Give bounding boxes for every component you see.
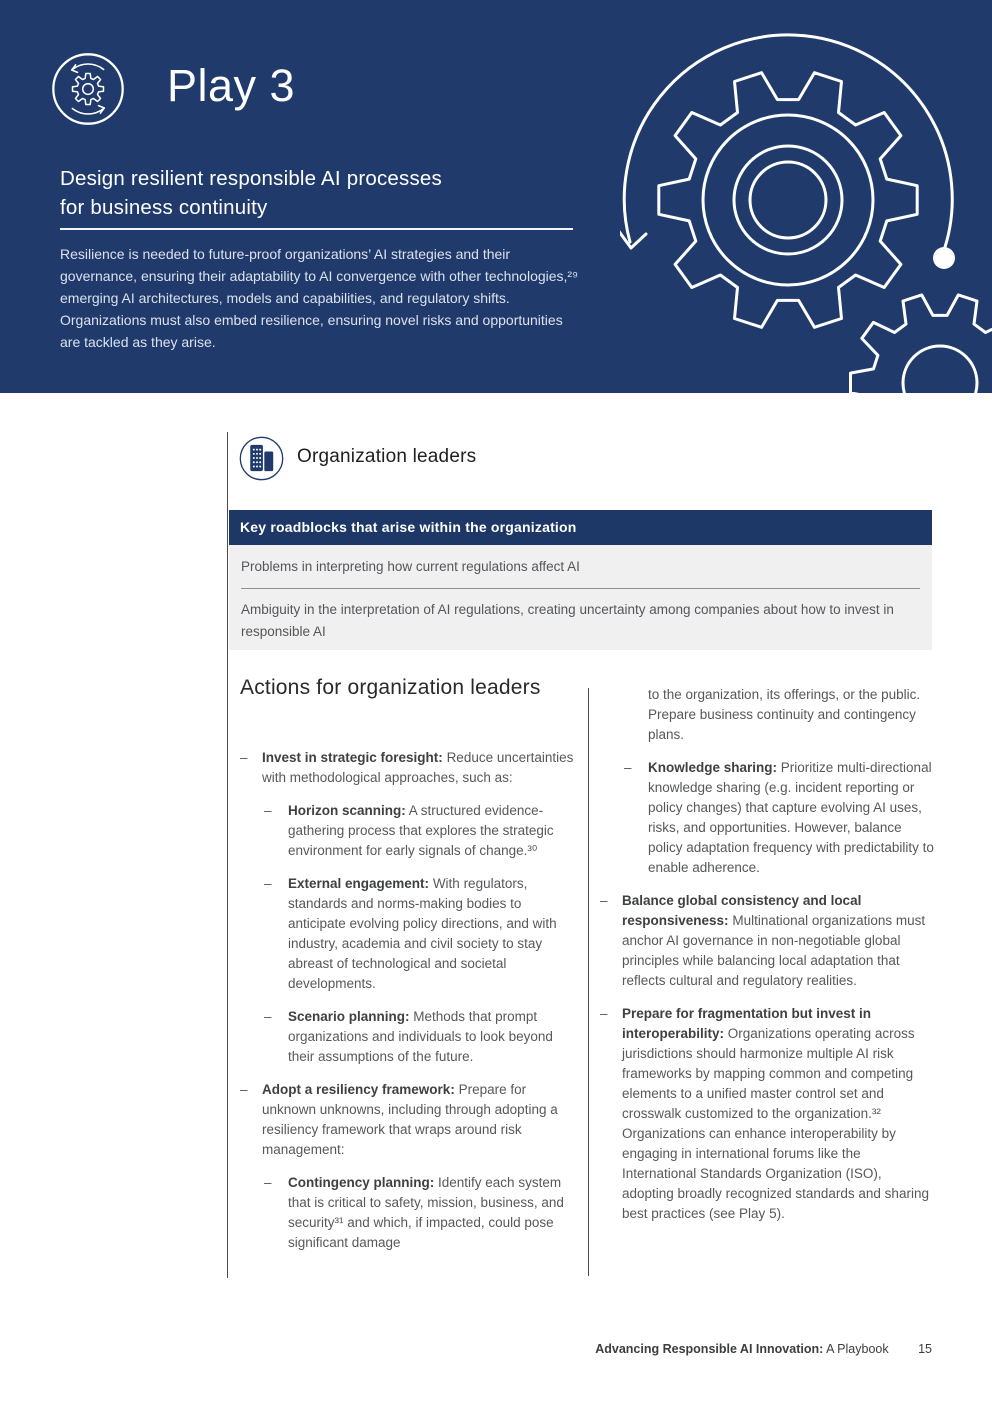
- action-item-text: Prepare for unknown unknowns, including through adopting a resiliency framework that wraps around risk management:: [262, 1082, 558, 1157]
- action-item: [240, 1080, 574, 1160]
- organization-icon: [239, 436, 284, 481]
- action-item-label: Balance global consistency and local responsiveness:: [622, 893, 862, 928]
- action-item-label: Invest in strategic foresight:: [262, 750, 443, 765]
- action-item-label: Scenario planning:: [288, 1009, 410, 1024]
- action-item: [264, 1173, 574, 1253]
- play-label: Play 3: [167, 60, 296, 111]
- dash-bullet: [240, 1080, 248, 1100]
- action-item: [264, 801, 574, 861]
- dash-bullet: [240, 748, 248, 768]
- gear-cycle-icon: [50, 51, 126, 127]
- actions-heading: Actions for organization leaders: [240, 676, 541, 699]
- action-item-text: Multinational organizations must anchor AI governance in non-negotiable global principles while balancing local adaptation that reflects cultural and regulatory realities.: [622, 913, 926, 988]
- page-title: [60, 164, 442, 222]
- action-item: [600, 891, 936, 991]
- footer-doc-subtitle: A Playbook: [826, 1342, 889, 1356]
- action-item-label: Horizon scanning:: [288, 803, 406, 818]
- footer-doc-title: Advancing Responsible AI Innovation:: [595, 1342, 824, 1356]
- gears-illustration-icon: [620, 0, 992, 393]
- action-item: [264, 1007, 574, 1067]
- action-item-label: External engagement:: [288, 876, 430, 891]
- action-item-label: Adopt a resiliency framework:: [262, 1082, 455, 1097]
- section-heading: Organization leaders: [297, 446, 477, 467]
- page-footer: [0, 1341, 932, 1357]
- roadblocks-header: Key roadblocks that arise within the organization: [229, 510, 932, 545]
- action-item-text: With regulators, standards and norms-making bodies to anticipate evolving policy directions, and with industry, academia and civil society to stay abreast of technological and societal developments.: [288, 876, 557, 991]
- page-title-line1: Design resilient responsible AI processes: [60, 167, 442, 190]
- roadblocks-panel: [229, 545, 932, 650]
- action-item-text: Identify each system that is critical to safety, mission, business, and security³¹ and which, if impacted, could pose significant damage: [288, 1175, 564, 1250]
- header-banner: [0, 0, 992, 393]
- roadblock-item: Ambiguity in the interpretation of AI regulations, creating uncertainty among companies about how to invest in responsible AI: [241, 602, 894, 639]
- dash-bullet: [264, 1007, 272, 1027]
- column-divider: [588, 688, 589, 1276]
- roadblock-item: Problems in interpreting how current regulations affect AI: [241, 559, 580, 574]
- action-item-label: Knowledge sharing:: [648, 760, 778, 775]
- action-item: [264, 874, 574, 994]
- actions-right-column: [600, 685, 936, 1237]
- dash-bullet: [600, 891, 608, 911]
- dash-bullet: [264, 801, 272, 821]
- dash-bullet: [600, 1004, 608, 1024]
- action-item-text: Prioritize multi-directional knowledge sharing (e.g. incident reporting or policy changes) that capture evolving AI uses, risks, and opportunities. However, balance policy adaptation frequency with predictability to enable adherence.: [648, 760, 934, 875]
- action-item: [600, 1004, 936, 1224]
- action-item-text: Organizations operating across jurisdictions should harmonize multiple AI risk frameworks by mapping common and competing elements to a unified master control set and crosswalk customized to the organization.³² Organizations can enhance interoperability by engaging in international forums like the International Standards Organization (ISO), adopting broadly recognized standards and sharing best practices (see Play 5).: [622, 1026, 929, 1221]
- action-item-label: Contingency planning:: [288, 1175, 435, 1190]
- actions-left-column: [240, 748, 574, 1266]
- intro-paragraph: Resilience is needed to future-proof organizations’ AI strategies and their governance, ensuring their adaptability to AI convergence with other technologies,²⁹ emerging AI architectures, models and capabilities, and regulatory shifts. Organizations must also embed resilience, ensuring novel risks and opportunities are tackled as they arise.: [60, 246, 579, 350]
- action-item-text: Reduce uncertainties with methodological approaches, such as:: [262, 750, 574, 785]
- action-item: [240, 748, 574, 788]
- action-item-text: Methods that prompt organizations and individuals to look beyond their assumptions of the future.: [288, 1009, 553, 1064]
- action-item-continuation: [648, 685, 936, 745]
- action-item-text: to the organization, its offerings, or the public. Prepare business continuity and contingency plans.: [648, 687, 921, 742]
- page-title-line2: for business continuity: [60, 196, 268, 219]
- dash-bullet: [624, 758, 632, 778]
- action-item-text: A structured evidence-gathering process that explores the strategic environment for early signals of change.³⁰: [288, 803, 554, 858]
- page-number: 15: [918, 1342, 932, 1356]
- action-item: [624, 758, 936, 878]
- dash-bullet: [264, 1173, 272, 1193]
- dash-bullet: [264, 874, 272, 894]
- title-divider: [60, 228, 573, 230]
- action-item-label: Prepare for fragmentation but invest in interoperability:: [622, 1006, 872, 1041]
- left-vertical-rule: [227, 432, 228, 1278]
